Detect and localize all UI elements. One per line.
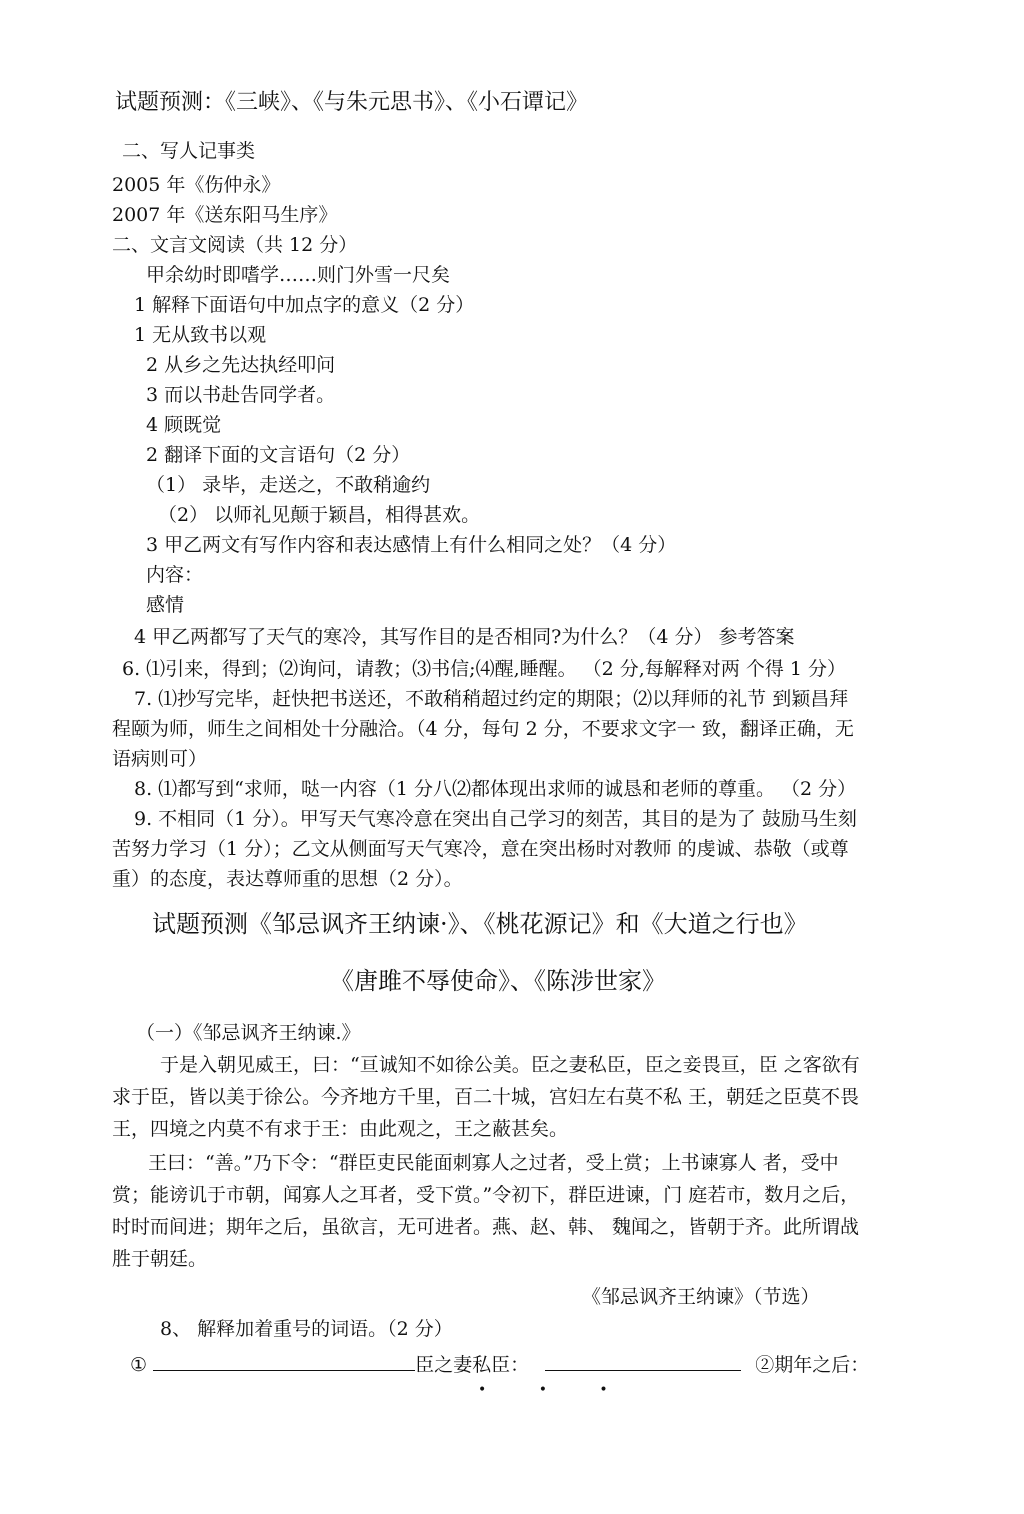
answer-line: 重）的态度，表达尊师重的思想（2 分）。 <box>112 868 463 890</box>
text-line: 甲余幼时即嗜学……则门外雪一尺矣 <box>146 264 451 286</box>
passage-line: 王曰：“善。”乃下令：“群臣吏民能面刺寡人之过者，受上赏；上书谏寡人 者，受中 <box>148 1152 839 1174</box>
question: 1 解释下面语句中加点字的意义（2 分） <box>134 294 475 316</box>
answer-line: 语病则可） <box>112 748 208 770</box>
prediction-heading-3: 《唐雎不辱使命》、《陈涉世家》 <box>330 967 666 995</box>
answer-line: 9. 不相同（1 分）。甲写天气寒冷意在突出自己学习的刻苦，其目的是为了 鼓励马生刻 <box>134 808 857 830</box>
text-line: 2005 年《伤仲永》 <box>112 174 281 196</box>
prediction-heading-2: 试题预测《邹忌讽齐王纳谏·》、《桃花源记》和《大道之行也》 <box>152 910 808 938</box>
text-line: 感情 <box>146 594 185 616</box>
passage-line: 于是入朝见威王，曰：“亘诚知不如徐公美。臣之妻私臣，臣之妾畏亘，臣 之客欲有 <box>160 1054 860 1076</box>
answer-blank[interactable] <box>545 1352 741 1371</box>
answer-line: 苦努力学习（1 分）；乙文从侧面写天气寒冷，意在突出杨时对教师 的虔诚、恭敬（或尊 <box>112 838 849 860</box>
passage-line: 时时而间进；期年之后，虽欲言，无可进者。燕、赵、韩、 魏闻之，皆朝于齐。此所谓战 <box>112 1216 860 1238</box>
answer-line: 6. ⑴引来，得到；⑵询问，请教；⑶书信;⑷醒,睡醒。 （2 分,每解释对两 个得 1 分） <box>122 658 847 680</box>
passage-line: 赏；能谤讥于市朝，闻寡人之耳者，受下赏。”令初下，群臣进谏，门 庭若市，数月之后， <box>112 1184 860 1206</box>
answer-blank[interactable] <box>153 1352 415 1371</box>
question-item: 4 顾既觉 <box>146 414 222 436</box>
question-item: （1） 录毕，走送之，不敢稍逾约 <box>146 474 431 496</box>
fill-in-line <box>130 1352 869 1378</box>
question-item: （2） 以师礼见颠于颖昌，相得甚欢。 <box>158 504 481 526</box>
emphasis-dots: • • • <box>478 1382 632 1398</box>
section-heading: 二、写人记事类 <box>122 140 256 162</box>
answer-line: 7. ⑴抄写完毕，赶快把书送还，不敢稍稍超过约定的期限；⑵以拜师的礼节 到颖昌拜 <box>134 688 849 710</box>
question-item: 2 从乡之先达执经叩问 <box>146 354 336 376</box>
question-item: 1 无从致书以观 <box>134 324 267 346</box>
passage-source: 《邹忌讽齐王纳谏》（节选） <box>582 1286 820 1308</box>
item-label: 臣之妻私臣： <box>415 1354 530 1376</box>
item-marker: ① <box>130 1354 148 1376</box>
prediction-heading-1: 试题预测：《三峡》、《与朱元思书》、《小石谭记》 <box>115 90 589 115</box>
section-heading: 二、文言文阅读（共 12 分） <box>112 234 358 256</box>
text-line: 内容： <box>146 564 204 586</box>
item-label: ②期年之后： <box>755 1354 870 1376</box>
question: 2 翻译下面的文言语句（2 分） <box>146 444 411 466</box>
question: 4 甲乙两都写了天气的寒冷，其写作目的是否相同?为什么？（4 分） 参考答案 <box>134 626 795 648</box>
question: 3 甲乙两文有写作内容和表达感情上有什么相同之处？（4 分） <box>146 534 677 556</box>
passage-line: 胜于朝廷。 <box>112 1248 208 1270</box>
text-line: 2007 年《送东阳马生序》 <box>112 204 338 226</box>
answer-line: 8. ⑴都写到“求师，哒一内容（1 分八⑵都体现出求师的诚恳和老师的尊重。 （2 分） <box>134 778 857 800</box>
question: 8、 解释加着重号的词语。（2 分） <box>160 1318 453 1340</box>
question-item: 3 而以书赴告同学者。 <box>146 384 336 406</box>
passage-line: 求于臣，皆以美于徐公。今齐地方千里，百二十城，宫妇左右莫不私 王，朝廷之臣莫不畏 <box>112 1086 860 1108</box>
passage-title: （一）《邹忌讽齐王纳谏.》 <box>136 1022 361 1044</box>
passage-line: 王，四境之内莫不有求于王：由此观之，王之蔽甚矣。 <box>112 1118 569 1140</box>
answer-line: 程颐为师，师生之间相处十分融洽。（4 分，每句 2 分，不要求文字一 致，翻译正确，无 <box>112 718 854 740</box>
